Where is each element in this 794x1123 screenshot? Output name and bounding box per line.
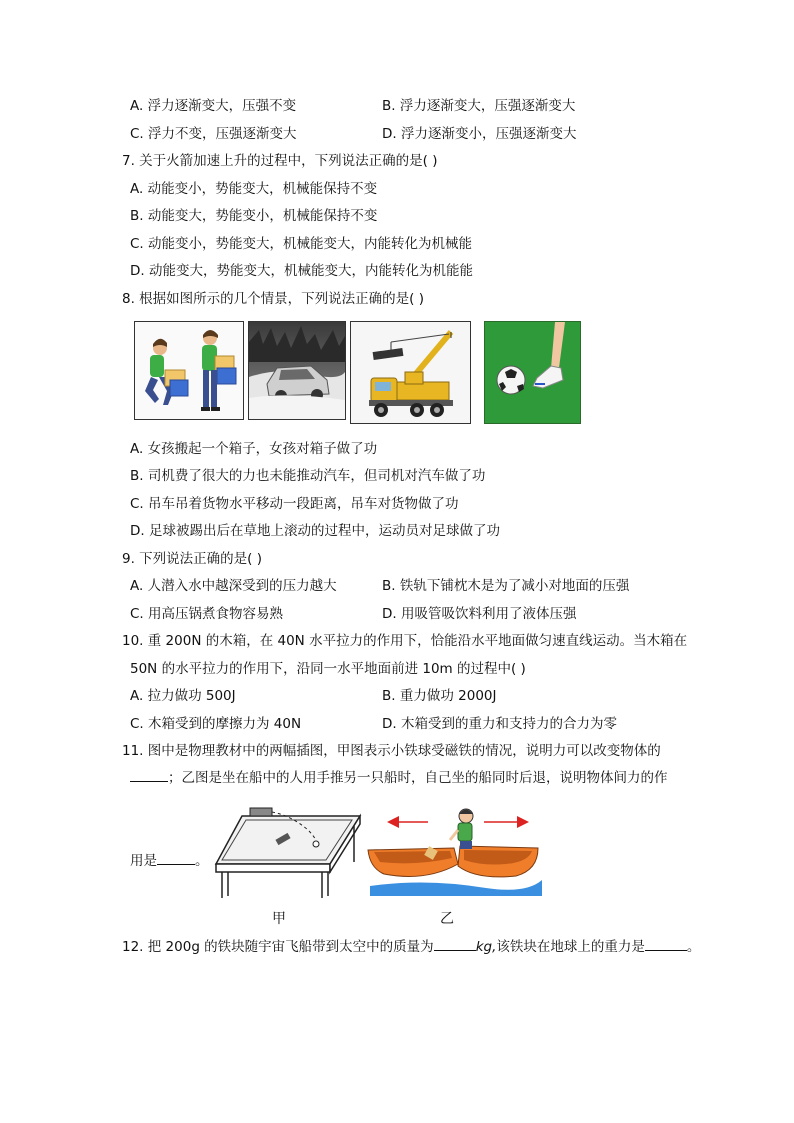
q10-option-a: A. 拉力做功 500J (130, 688, 236, 704)
q10-stem-line1: 10. 重 200N 的木箱，在 40N 水平拉力的作用下，恰能沿水平地面做匀速直线运动。当木箱在 (122, 633, 688, 649)
q7-option-d: D. 动能变大，势能变大，机械能变大，内能转化为机能能 (130, 263, 473, 279)
q10-option-b: B. 重力做功 2000J (382, 688, 497, 704)
figure-caption-jia: 甲 (272, 911, 286, 927)
q11-stem-line1: 11. 图中是物理教材中的两幅插图，甲图表示小铁球受磁铁的情况，说明力可以改变物体的 (122, 743, 661, 759)
girl-lifting-box-image (134, 321, 244, 420)
answer-blank[interactable] (434, 938, 476, 951)
q11-stem-line3: 用是 。 (130, 853, 209, 869)
kicking-football-image (484, 321, 581, 424)
q9-option-b: B. 铁轨下铺枕木是为了减小对地面的压强 (382, 578, 630, 594)
q8-option-c: C. 吊车吊着货物水平移动一段距离，吊车对货物做了功 (130, 496, 459, 512)
crane-truck-image (350, 321, 471, 424)
q9-option-d: D. 用吸管吸饮料利用了液体压强 (382, 606, 577, 622)
q10-option-d: D. 木箱受到的重力和支持力的合力为零 (382, 716, 617, 732)
car-in-snow-image (248, 321, 346, 420)
q9-option-a: A. 人潜入水中越深受到的压力越大 (130, 578, 337, 594)
q9-stem: 9. 下列说法正确的是( ) (122, 551, 262, 567)
q7-stem: 7. 关于火箭加速上升的过程中，下列说法正确的是( ) (122, 153, 438, 169)
q8-option-b: B. 司机费了很大的力也未能推动汽车，但司机对汽车做了功 (130, 468, 486, 484)
answer-blank[interactable] (645, 938, 687, 951)
q8-option-a: A. 女孩搬起一个箱子，女孩对箱子做了功 (130, 441, 378, 457)
q8-stem: 8. 根据如图所示的几个情景，下列说法正确的是( ) (122, 291, 424, 307)
answer-blank[interactable] (130, 769, 168, 782)
q8-option-d: D. 足球被踢出后在草地上滚动的过程中，运动员对足球做了功 (130, 523, 500, 539)
answer-blank[interactable] (157, 852, 195, 865)
magnet-ball-figure (212, 800, 362, 900)
q7-option-a: A. 动能变小，势能变大，机械能保持不变 (130, 181, 378, 197)
q10-option-c: C. 木箱受到的摩擦力为 40N (130, 716, 302, 732)
two-boats-figure (366, 808, 546, 900)
q6-option-b: B. 浮力逐渐变大，压强逐渐变大 (382, 98, 576, 114)
q9-option-c: C. 用高压锅煮食物容易熟 (130, 606, 284, 622)
q10-stem-line2: 50N 的水平拉力的作用下，沿同一水平地面前进 10m 的过程中( ) (130, 661, 526, 677)
q12-stem: 12. 把 200g 的铁块随宇宙飞船带到太空中的质量为 kg,该铁块在地球上的重力是 。 (122, 939, 701, 955)
q6-option-a: A. 浮力逐渐变大，压强不变 (130, 98, 297, 114)
q7-option-b: B. 动能变大，势能变小，机械能保持不变 (130, 208, 378, 224)
q6-option-c: C. 浮力不变，压强逐渐变大 (130, 126, 297, 142)
figure-caption-yi: 乙 (440, 911, 454, 927)
q11-stem-line2: ；乙图是坐在船中的人用手推另一只船时，自己坐的船同时后退，说明物体间力的作 (130, 769, 668, 787)
q6-option-d: D. 浮力逐渐变小，压强逐渐变大 (382, 126, 577, 142)
q7-option-c: C. 动能变小，势能变大，机械能变大，内能转化为机械能 (130, 236, 473, 252)
